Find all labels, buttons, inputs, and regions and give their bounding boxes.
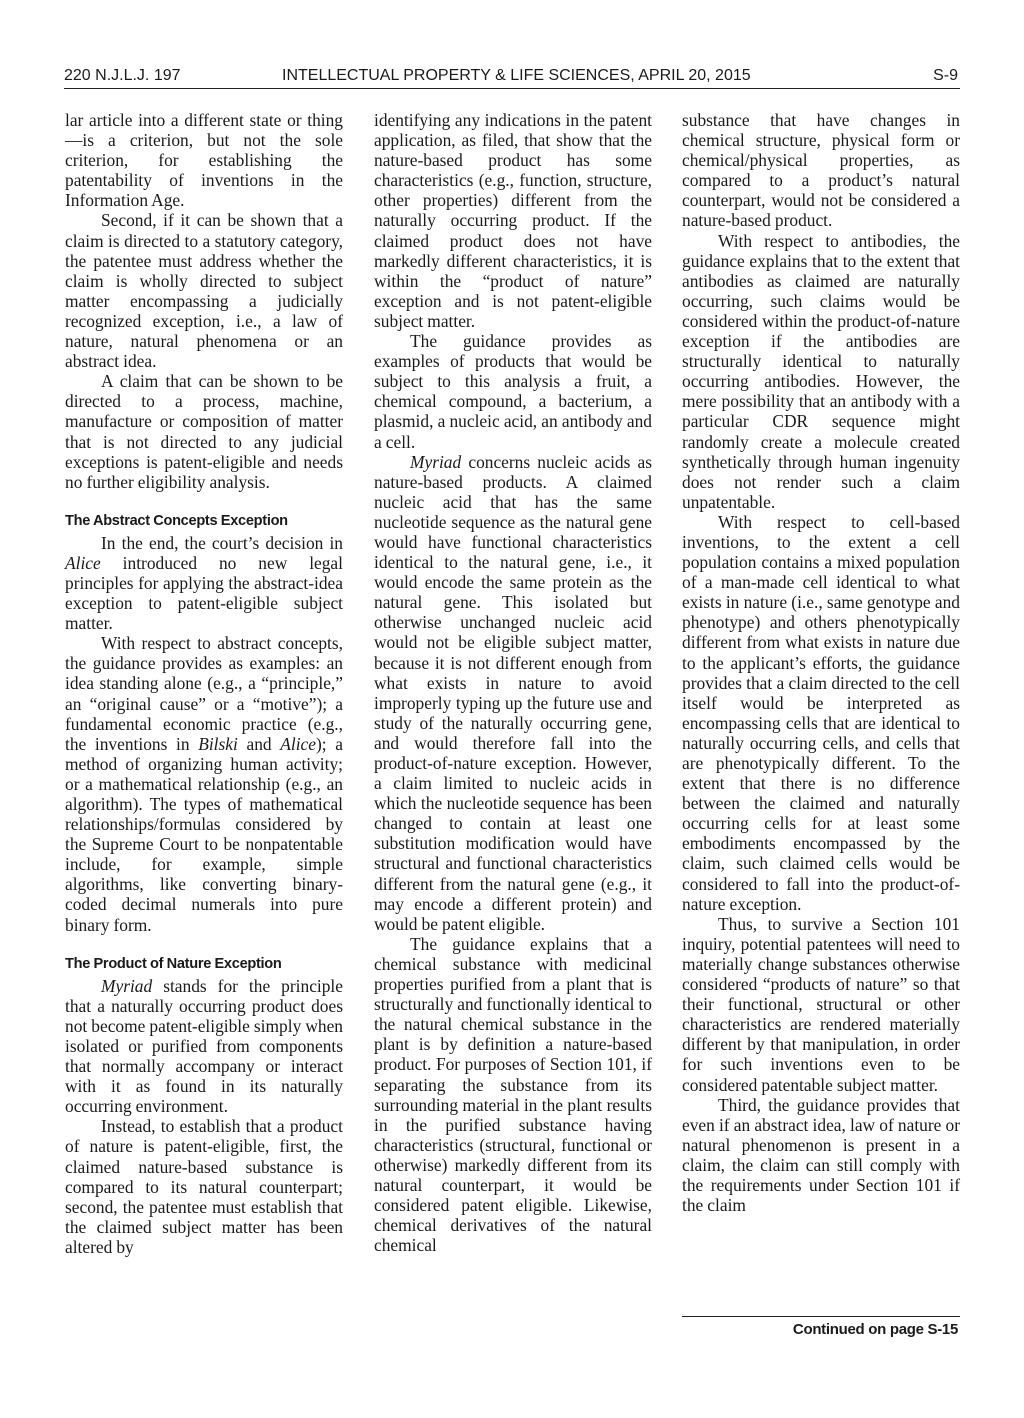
paragraph: lar article into a different state or thing—is a criterion, but not the sole criterion, for establishing the patentability of inventions in the Information Age. xyxy=(65,110,343,211)
paragraph: identifying any indications in the patent application, as filed, that show that the nature-based product has some characteristics (e.g., function, structure, other properties) different from the naturally occurring product. If the claimed product does not have markedly different characteristics, it is within the “product of nature” exception and is not patent-eligible subject matter. xyxy=(374,110,652,331)
footer-rule xyxy=(682,1316,960,1317)
column-3 xyxy=(682,110,960,1215)
column-2 xyxy=(374,110,652,1255)
paragraph: With respect to abstract concepts, the guidance provides as examples: an idea standing alone (e.g., a “principle,” an “original cause” or a “motive”); a fundamental economic practice (e.g., the inventions in Bilski and Alice); a method of organizing human activity; or a mathematical relationship (e.g., an algorithm). The types of mathematical relationships/formulas considered by the Supreme Court to be nonpatentable include, for example, simple algorithms, like converting binary-coded decimal numerals into pure binary form. xyxy=(65,633,344,935)
page-header xyxy=(64,63,960,89)
paragraph: With respect to antibodies, the guidance explains that to the extent that antibodies as claimed are naturally occurring, such claims would be considered within the product-of-nature exception if the antibodies are structurally identical to naturally occurring antibodies. However, the mere possibility that an antibody with a particular CDR sequence might randomly create a molecule created synthetically through human ingenuity does not render such a claim unpatentable. xyxy=(682,230,960,512)
paragraph: A claim that can be shown to be directed to a process, machine, manufacture or composition of matter that is not directed to any judicial exceptions is patent-eligible and needs no further eligibility analysis. xyxy=(65,371,343,492)
section-heading-product-of-nature: The Product of Nature Exception xyxy=(65,955,282,972)
paragraph: Myriad stands for the principle that a naturally occurring product does not become patent-eligible simply when isolated or purified from components that normally accompany or interact with it as found in its naturally occurring environment. xyxy=(65,975,343,1117)
paragraph: substance that have changes in chemical structure, physical form or chemical/physical properties, as compared to a product’s natural counterpart, would not be considered a nature-based product. xyxy=(682,110,960,231)
header-rule xyxy=(64,88,960,89)
header-publication: INTELLECTUAL PROPERTY & LIFE SCIENCES, APRIL 20, 2015 xyxy=(282,67,751,84)
header-citation: 220 N.J.L.J. 197 xyxy=(64,67,181,84)
paragraph: Thus, to survive a Section 101 inquiry, potential patentees will need to materially change substances otherwise considered “products of nature” so that their functional, structural or other characteristics are rendered materially different by that manipulation, in order for such inventions even to be considered patentable subject matter. xyxy=(682,913,960,1095)
paragraph: With respect to cell-based inventions, to the extent a cell population contains a mixed population of a man-made cell identical to what exists in nature (i.e., same genotype and phenotype) and others phenotypically different from what exists in nature due to the applicant’s efforts, the guidance provides that a claim directed to the cell itself would be interpreted as encompassing cells that are identical to naturally occurring cells, and cells that are phenotypically different. To the extent that there is no difference between the claimed and naturally occurring cells for at least some embodiments encompassed by the claim, such claimed cells would be considered to fall into the product-of-nature exception. xyxy=(682,511,960,914)
paragraph: Myriad concerns nucleic acids as nature-based products. A claimed nucleic acid that has the same nucleotide sequence as the natural gene would have functional characteristics identical to the natural gene, i.e., it would encode the same protein as the natural gene. This isolated but otherwise unchanged nucleic acid would not be eligible subject matter, because it is not different enough from what exists in nature to avoid improperly typing up the future use and study of the naturally occurring gene, and would therefore fall into the product-of-nature exception. However, a claim limited to nucleic acids in which the nucleotide sequence has been changed to contain at least one substitution modification would have structural and functional characteristics different from the natural gene (e.g., it may encode a different protein) and would be patent eligible. xyxy=(374,451,652,934)
column-1 xyxy=(65,110,343,1257)
section-heading-abstract-concepts: The Abstract Concepts Exception xyxy=(65,512,288,529)
paragraph: Instead, to establish that a product of nature is patent-eligible, first, the claimed nature-based substance is compared to its natural counterpart; second, the patentee must establish that the claimed subject matter has been altered by xyxy=(65,1116,343,1257)
paragraph: Third, the guidance provides that even if an abstract idea, law of nature or natural phenomenon is present in a claim, the claim can still comply with the requirements under Section 101 if the claim xyxy=(682,1094,960,1216)
paragraph: In the end, the court’s decision in Alice introduced no new legal principles for applying the abstract-idea exception to patent-eligible subject matter. xyxy=(65,532,343,634)
paragraph: The guidance provides as examples of products that would be subject to this analysis a fruit, a chemical compound, a bacterium, a plasmid, a nucleic acid, an antibody and a cell. xyxy=(374,331,652,452)
continued-note: Continued on page S-15 xyxy=(792,1321,958,1338)
header-page-number: S-9 xyxy=(933,67,958,84)
paragraph: Second, if it can be shown that a claim is directed to a statutory category, the patentee must address whether the claim is wholly directed to subject matter encompassing a judicially recognized exception, i.e., a law of nature, natural phenomena or an abstract idea. xyxy=(65,210,343,372)
paragraph: The guidance explains that a chemical substance with medicinal properties purified from a plant that is structurally and functionally identical to the natural chemical substance in the plant is by definition a nature-based product. For purposes of Section 101, if separating the substance from its surrounding material in the plant results in the purified substance having characteristics (structural, functional or otherwise) markedly different from its natural counterpart, it would be considered patent eligible. Likewise, chemical derivatives of the natural chemical xyxy=(374,933,652,1256)
